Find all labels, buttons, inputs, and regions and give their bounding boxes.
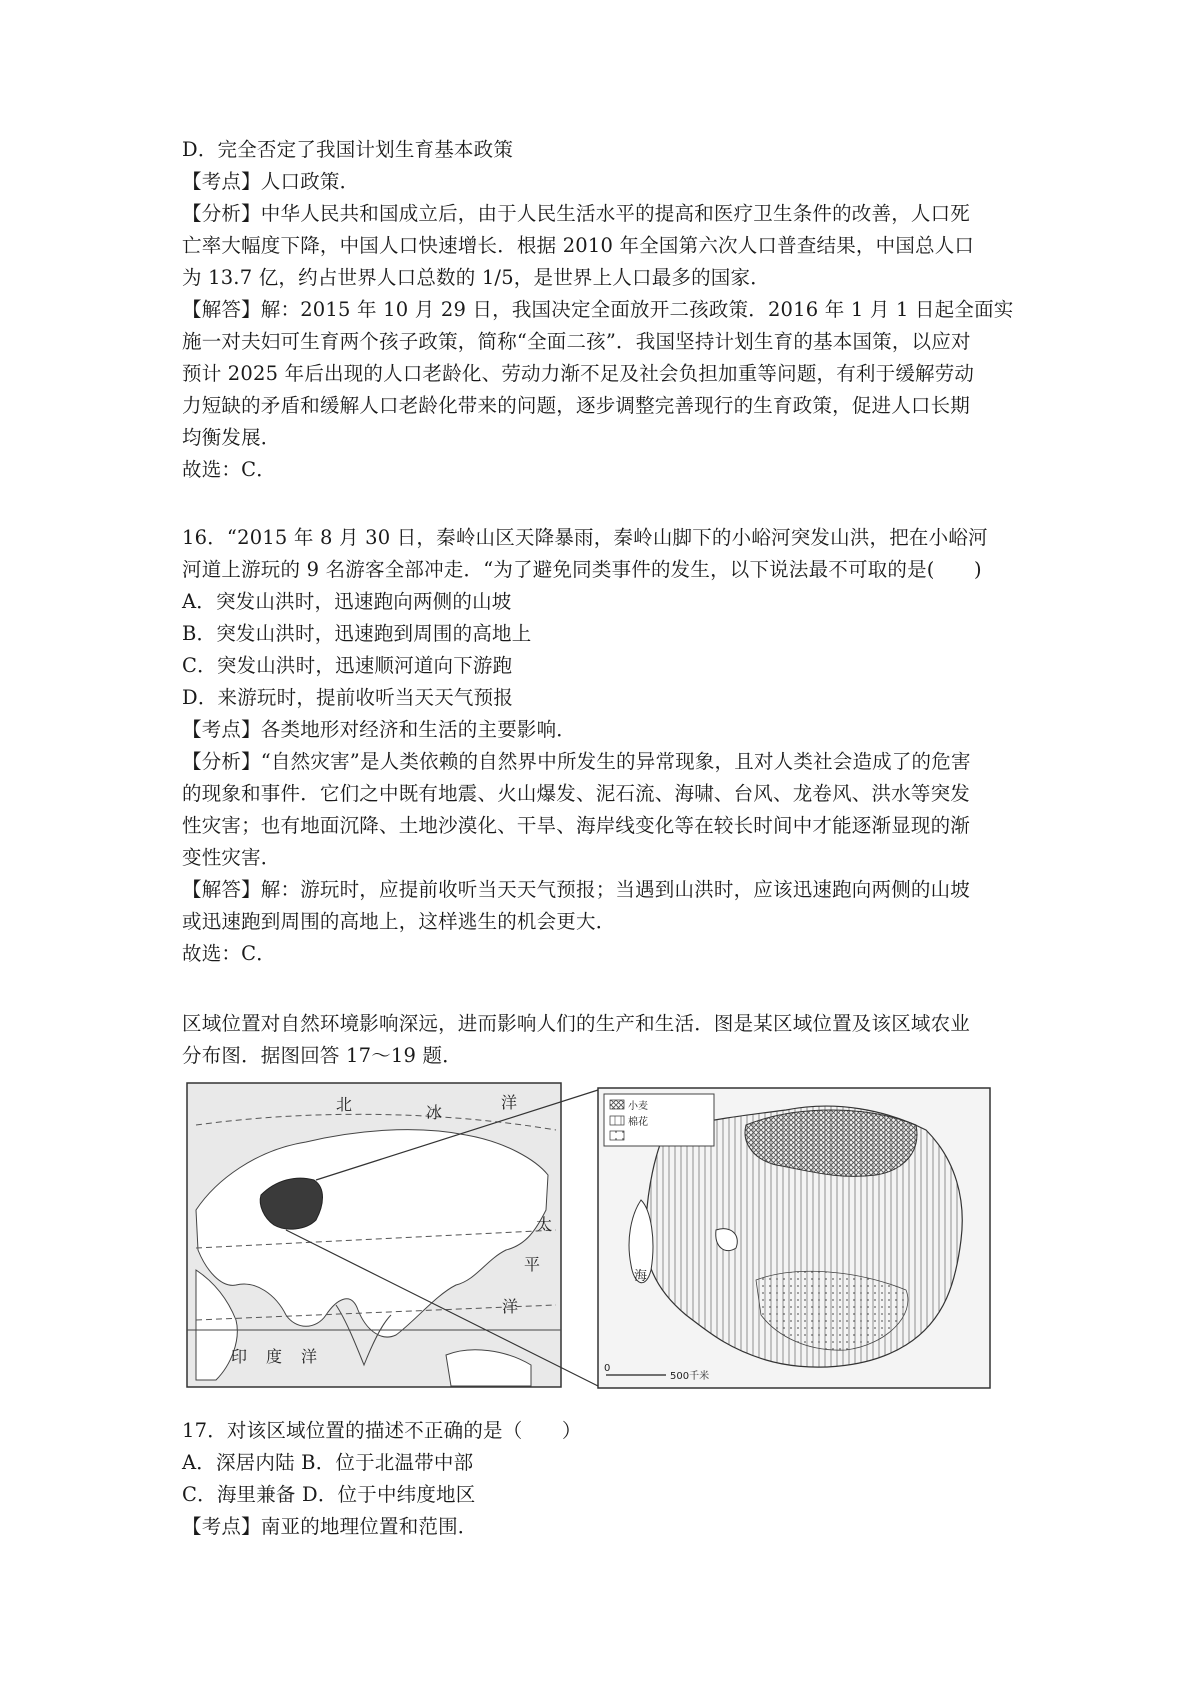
label-yin: 印 [231,1347,248,1366]
q15-fenxi-line-1: 【分析】中华人民共和国成立后，由于人民生活水平的提高和医疗卫生条件的改善，人口死 [182,202,971,225]
q16-fenxi-line-2: 的现象和事件．它们之中既有地震、火山爆发、泥石流、海啸、台风、龙卷风、洪水等突发 [182,782,971,805]
label-bei: 北 [336,1095,353,1114]
q17-kaodian: 【考点】南亚的地理位置和范围． [182,1515,478,1538]
q17-options-ab: A．深居内陆 B．位于北温带中部 [182,1451,474,1474]
q15-fenxi-line-2: 亡率大幅度下降，中国人口快速增长．根据 2010 年全国第六次人口普查结果，中国总人口 [182,234,975,257]
label-tai: 太 [536,1215,553,1234]
q16-option-a: A．突发山洪时，迅速跑向两侧的山坡 [182,590,512,613]
label-yang-indian: 洋 [301,1347,318,1366]
q16-kaodian: 【考点】各类地形对经济和生活的主要影响． [182,718,577,741]
q15-jieda-line-4: 力短缺的矛盾和缓解人口老龄化带来的问题，逐步调整完善现行的生育政策，促进人口长期 [182,394,971,417]
region-map-figure [186,1080,994,1400]
q17-options-cd: C．海里兼备 D．位于中纬度地区 [182,1483,476,1506]
label-yang-north: 洋 [501,1093,518,1112]
q15-jieda-line-5: 均衡发展． [182,426,281,449]
legend-wheat: 小麦 [628,1101,648,1112]
label-sea: 海 [634,1269,648,1284]
q16-option-c: C．突发山洪时，迅速顺河道向下游跑 [182,654,513,677]
label-ping: 平 [524,1255,541,1274]
q15-kaodian: 【考点】人口政策． [182,170,360,193]
q16-answer: 故选：C． [182,942,276,965]
q15-option-d: D．完全否定了我国计划生育基本政策 [182,138,514,161]
q16-block [182,522,1042,970]
q15-jieda-line-2: 施一对夫妇可生育两个孩子政策，简称“全面二孩”．我国坚持计划生育的基本国策，以应对 [182,330,971,353]
q15-jieda-line-1: 【解答】解：2015 年 10 月 29 日，我国决定全面放开二孩政策．2016 年 1 月 1 日起全面实 [182,298,1014,321]
q16-option-b: B．突发山洪时，迅速跑到周围的高地上 [182,622,532,645]
q16-stem-line-1: 16．“2015 年 8 月 30 日，秦岭山区天降暴雨，秦岭山脚下的小峪河突发山洪，把在小峪河 [182,526,988,549]
q17-stem: 17．对该区域位置的描述不正确的是（ ） [182,1419,582,1442]
q15-fenxi-line-3: 为 13.7 亿，约占世界人口总数的 1/5，是世界上人口最多的国家． [182,266,770,289]
q16-stem-line-2: 河道上游玩的 9 名游客全部冲走．“为了避免同类事件的发生，以下说法最不可取的是( ) [182,558,982,581]
q16-fenxi-line-3: 性灾害；也有地面沉降、土地沙漠化、干旱、海岸线变化等在较长时间中才能逐渐显现的渐 [182,814,971,837]
label-yang-pacific: 洋 [502,1297,519,1316]
q16-fenxi-line-1: 【分析】“自然灾害”是人类依赖的自然界中所发生的异常现象，且对人类社会造成了的危害 [182,750,971,773]
q15-answer: 故选：C． [182,458,276,481]
q16-jieda-line-1: 【解答】解：游玩时，应提前收听当天天气预报；当遇到山洪时，应该迅速跑向两侧的山坡 [182,878,971,901]
q16-jieda-line-2: 或迅速跑到周围的高地上，这样逃生的机会更大． [182,910,616,933]
intro-17-19-block [182,1008,1042,1072]
q15-jieda-line-3: 预计 2025 年后出现的人口老龄化、劳动力渐不足及社会负担加重等问题，有利于缓解劳动 [182,362,975,385]
label-bing: 冰 [426,1103,443,1122]
legend-cotton: 棉花 [628,1117,648,1128]
intro-line-1: 区域位置对自然环境影响深远，进而影响人们的生产和生活．图是某区域位置及该区域农业 [182,1012,971,1035]
map-figure-svg [186,1080,994,1400]
central-asia-agriculture-map [598,1088,990,1388]
label-du: 度 [266,1347,283,1366]
intro-line-2: 分布图．据图回答 17～19 题． [182,1044,462,1067]
scale-label: 500千米 [670,1371,710,1382]
q17-block [182,1415,1042,1543]
q15-tail-block [182,134,1042,486]
scale-zero: 0 [604,1363,611,1374]
q16-fenxi-line-4: 变性灾害． [182,846,281,869]
asia-location-map [187,1083,561,1387]
q16-option-d: D．来游玩时，提前收听当天天气预报 [182,686,514,709]
